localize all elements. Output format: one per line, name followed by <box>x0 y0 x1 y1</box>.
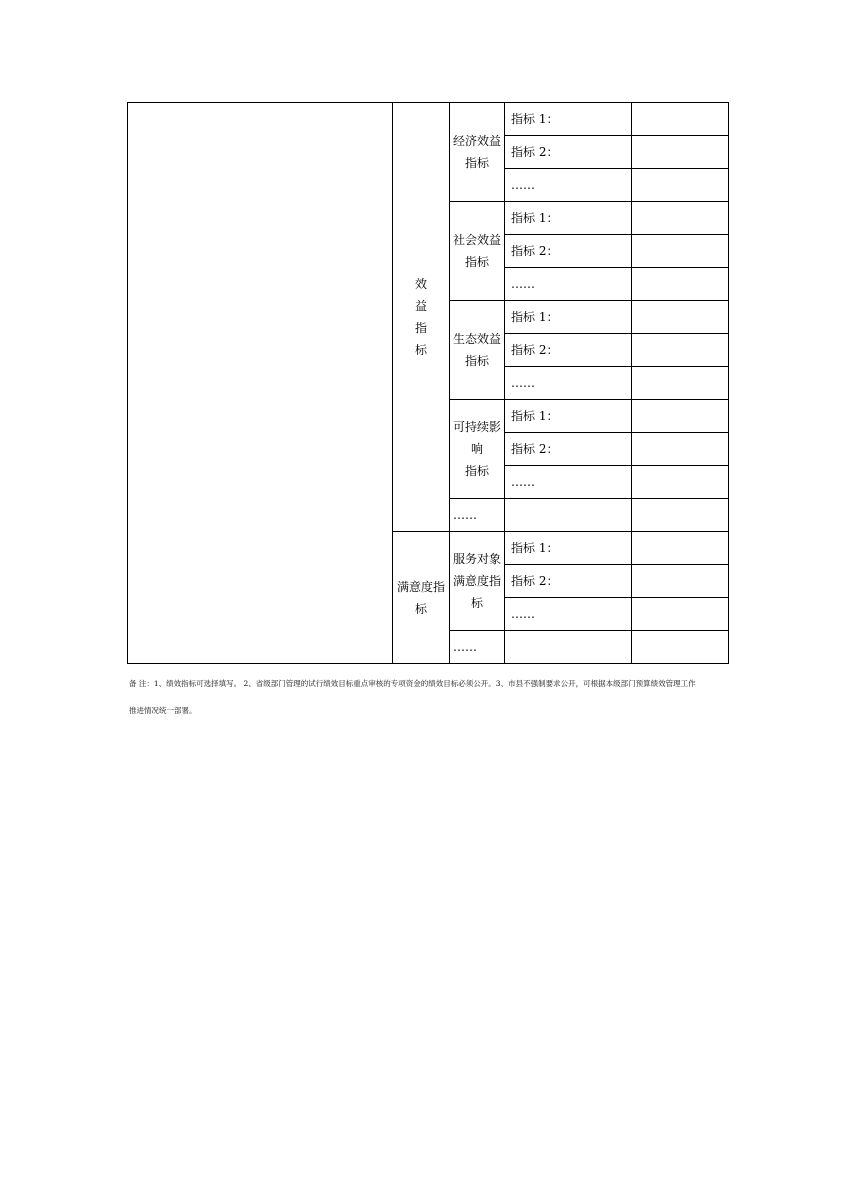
indicator-value-cell[interactable] <box>632 103 729 136</box>
indicator-label: 指标 2： <box>505 565 632 598</box>
benefit-more-ellipsis: …… <box>450 499 505 532</box>
indicator-value-cell[interactable] <box>632 532 729 565</box>
performance-indicator-table <box>127 102 729 664</box>
indicator-value-cell[interactable] <box>632 466 729 499</box>
indicator-label: …… <box>505 367 632 400</box>
indicator-value-cell[interactable] <box>632 235 729 268</box>
indicator-label: 指标 2： <box>505 136 632 169</box>
indicator-label: 指标 2： <box>505 235 632 268</box>
indicator-value-cell[interactable] <box>632 268 729 301</box>
table-footnote <box>129 670 729 724</box>
indicator-value-cell[interactable] <box>632 631 729 664</box>
indicator-label: 指标 1： <box>505 103 632 136</box>
indicator-label-empty[interactable] <box>505 499 632 532</box>
ecological-benefit-subcategory: 生态效益 指标 <box>450 301 505 400</box>
table-row <box>128 103 729 136</box>
social-benefit-subcategory: 社会效益 指标 <box>450 202 505 301</box>
indicator-value-cell[interactable] <box>632 334 729 367</box>
indicator-label: …… <box>505 268 632 301</box>
indicator-value-cell[interactable] <box>632 433 729 466</box>
indicator-value-cell[interactable] <box>632 598 729 631</box>
indicator-value-cell[interactable] <box>632 565 729 598</box>
indicator-label: …… <box>505 466 632 499</box>
indicator-label: 指标 1： <box>505 532 632 565</box>
indicator-label: …… <box>505 169 632 202</box>
indicator-value-cell[interactable] <box>632 136 729 169</box>
indicator-label: 指标 1： <box>505 301 632 334</box>
satisfaction-indicator-category: 满意度指 标 <box>393 532 450 664</box>
indicator-label: 指标 1： <box>505 202 632 235</box>
indicator-label: …… <box>505 598 632 631</box>
blank-left-cell <box>128 103 393 664</box>
indicator-label: 指标 2： <box>505 334 632 367</box>
indicator-label: 指标 2： <box>505 433 632 466</box>
economic-benefit-subcategory: 经济效益 指标 <box>450 103 505 202</box>
footnote-line-2: 推进情况统一部署。 <box>129 706 197 715</box>
indicator-value-cell[interactable] <box>632 202 729 235</box>
indicator-value-cell[interactable] <box>632 367 729 400</box>
benefit-indicator-category: 效 益 指 标 <box>393 103 450 532</box>
service-target-satisfaction-subcategory: 服务对象 满意度指 标 <box>450 532 505 631</box>
indicator-label-empty[interactable] <box>505 631 632 664</box>
footnote-line-1: 备 注：1、绩效指标可选择填写。 2、省级部门管理的试行绩效目标重点审核的专项资金的绩效目标必须公开。3、市县不强制要求公开，可根据本级部门预算绩效管理工作 <box>129 679 696 688</box>
sustainable-impact-subcategory: 可持续影 响 指标 <box>450 400 505 499</box>
indicator-value-cell[interactable] <box>632 169 729 202</box>
satisfaction-more-ellipsis: …… <box>450 631 505 664</box>
indicator-value-cell[interactable] <box>632 400 729 433</box>
indicator-value-cell[interactable] <box>632 301 729 334</box>
indicator-value-cell[interactable] <box>632 499 729 532</box>
indicator-label: 指标 1： <box>505 400 632 433</box>
